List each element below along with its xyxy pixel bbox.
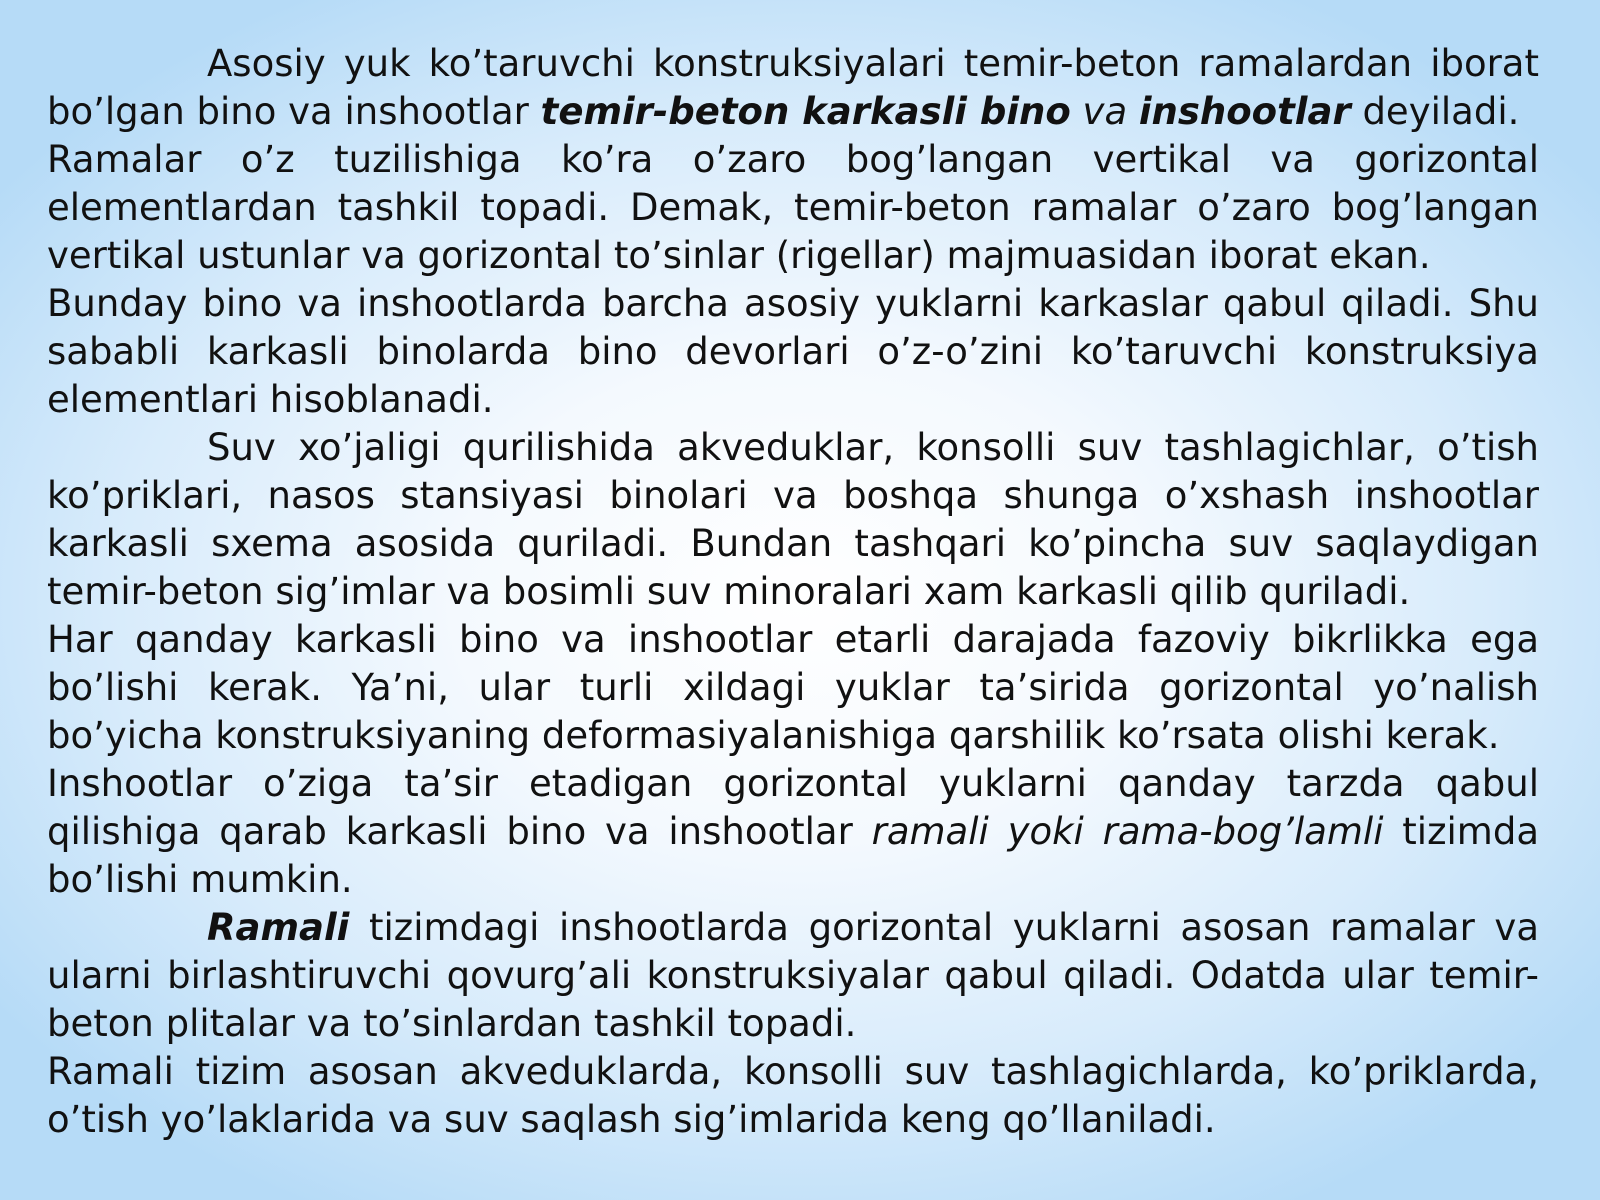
term-structures: inshootlar: [1138, 90, 1351, 133]
paragraph-7-text: tizimdagi inshootlarda gorizontal yuklarni asosan ramalar va ularni birlashtiruvchi qovurg’ali konstruksiyalar qabul qiladi. Odatda ular temir-beton plitalar va to’sinlardan tashkil topadi.: [47, 906, 1539, 1045]
term-frame-building: temir-beton karkasli bino: [540, 90, 1071, 133]
paragraph-1: [47, 40, 1539, 136]
paragraph-3: Bunday bino va inshootlarda barcha asosiy yuklarni karkaslar qabul qiladi. Shu sababli karkasli binolarda bino devorlari o’z-o’zini ko’taruvchi konstruksiya elementlari hisoblanadi.: [47, 282, 1539, 421]
slide-text-body: [47, 40, 1539, 1144]
paragraph-8: Ramali tizim asosan akveduklarda, konsolli suv tashlagichlarda, ko’priklarda, o’tish yo’laklarida va suv saqlash sig’imlarida keng qo’llaniladi.: [47, 1050, 1539, 1141]
paragraph-2: Ramalar o’z tuzilishiga ko’ra o’zaro bog’langan vertikal va gorizontal elementlardan tashkil topadi. Demak, temir-beton ramalar o’zaro bog’langan vertikal ustunlar va gorizontal to’sinlar (rigellar) majmuasidan iborat ekan.: [47, 138, 1539, 277]
paragraph-7: [47, 904, 1539, 1048]
term-frame-systems: ramali yoki rama-bog’lamli: [871, 810, 1384, 853]
paragraph-5: Har qanday karkasli bino va inshootlar etarli darajada fazoviy bikrlikka ega bo’lishi kerak. Ya’ni, ular turli xildagi yuklar ta’sirida gorizontal yo’nalish bo’yicha konstruksiyaning deformasiyalanishiga qarshilik ko’rsata olishi kerak.: [47, 618, 1539, 757]
term-ramali: Ramali: [207, 906, 350, 949]
paragraph-1-conjunction: va: [1070, 90, 1139, 133]
paragraph-1-end: deyiladi.: [1350, 90, 1520, 133]
paragraph-4: Suv xo’jaligi qurilishida akveduklar, konsolli suv tashlagichlar, o’tish ko’priklari, nasos stansiyasi binolari va boshqa shunga o’xshash inshootlar karkasli sxema asosida quriladi. Bundan tashqari ko’pincha suv saqlaydigan temir-beton sig’imlar va bosimli suv minoralari xam karkasli qilib quriladi.: [47, 426, 1539, 613]
paragraph-1-text: Asosiy yuk ko’taruvchi konstruksiyalari temir-beton ramalardan iborat bo’lgan bino va inshootlar: [47, 42, 1539, 133]
paragraph-6-end: tizimda bo’lishi mumkin.: [47, 810, 1539, 901]
paragraph-6: [47, 760, 1539, 904]
paragraph-6-text: Inshootlar o’ziga ta’sir etadigan gorizontal yuklarni qanday tarzda qabul qilishiga qarab karkasli bino va inshootlar: [47, 762, 1539, 853]
